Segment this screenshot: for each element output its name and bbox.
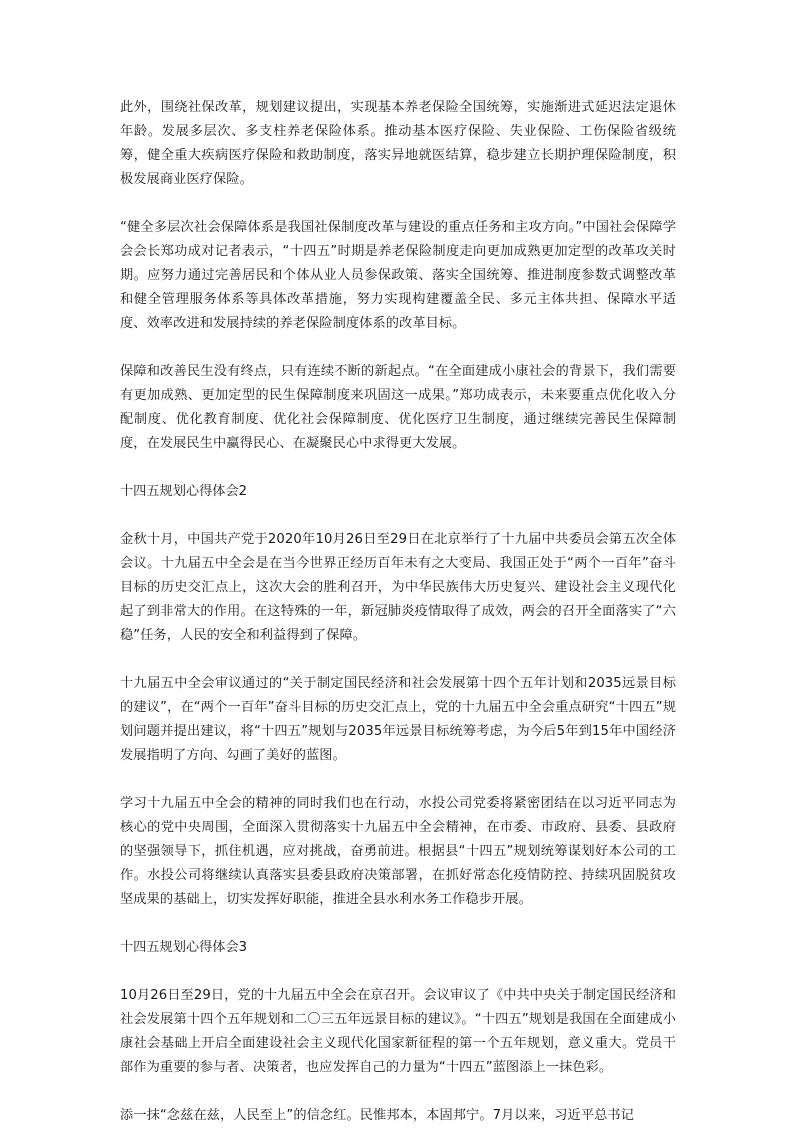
paragraph-zheng-gongcheng-quote: “健全多层次社会保障体系是我国社保制度改革与建设的重点任务和主攻方向。”中国社会保障学会会长郑功成对记者表示，“十四五”时期是养老保险制度走向更加成熟更加定型的改革攻关时期。应努力通过完善居民和个体从业人员参保政策、落实全国统筹、推进制度参数式调整改革和健全管理服务体系等具体改革措施，努力实现构建覆盖全民、多元主体共担、保障水平适度、效率改进和发展持续的养老保险制度体系的改革目标。 xyxy=(120,220,676,331)
section-heading-2: 十四五规划心得体会2 xyxy=(120,484,248,499)
paragraph-gap xyxy=(120,192,676,216)
paragraph-proposal-2035: 十九届五中全会审议通过的“关于制定国民经济和社会发展第十四个五年计划和2035远景目标的建议”，在“两个一百年”奋斗目标的历史交汇点上，党的十九届五中全会重点研究“十四五”规划问题并提出建议，将“十四五”规划与2035年远景目标统筹考虑，为今后5年到15年中国经济发展指明了方向、勾画了美好的蓝图。 xyxy=(120,676,676,763)
paragraph-gap xyxy=(120,768,676,792)
paragraph-fifth-plenary: 金秋十月，中国共产党于2020年10月26日至29日在北京举行了十九届中共委员会第五次全体会议。十九届五中全会是在当今世界正经历百年未有之大变局、我国正处于“两个一百年”奋斗目标的历史交汇点上，这次大会的胜利召开，为中华民族伟大历史复兴、建设社会主义现代化起了到非常大的作用。在这特殊的一年，新冠肺炎疫情取得了成效，两会的召开全面落实了“六稳”任务，人民的安全和利益得到了保障。 xyxy=(120,532,676,643)
paragraph-gap xyxy=(120,912,676,936)
paragraph-livelihood: 保障和改善民生没有终点，只有连续不断的新起点。“在全面建成小康社会的背景下，我们需要有更加成熟、更加定型的民生保障制度来巩固这一成果。”郑功成表示，未来要重点优化收入分配制度、优化教育制度、优化社会保障制度、优化医疗卫生制度，通过继续完善民生保障制度，在发展民生中赢得民心、在凝聚民心中求得更大发展。 xyxy=(120,364,676,451)
paragraph-october-meeting: 10月26日至29日，党的十九届五中全会在京召开。会议审议了《中共中央关于制定国民经济和社会发展第十四个五年规划和二〇三五年远景目标的建议》。“十四五”规划是我国在全面建成小康社会基础上开启全面建设社会主义现代化国家新征程的第一个五年规划，意义重大。党员干部作为重要的参与者、决策者，也应发挥自己的力量为“十四五”蓝图添上一抹色彩。 xyxy=(120,988,676,1075)
paragraph-gap xyxy=(120,960,676,984)
paragraph-gap xyxy=(120,456,676,480)
paragraph-gap xyxy=(120,1080,676,1104)
paragraph-gap xyxy=(120,504,676,528)
paragraph-gap xyxy=(120,648,676,672)
paragraph-social-security-reform: 此外，围绕社保改革，规划建议提出，实现基本养老保险全国统筹，实施渐进式延迟法定退休年龄。发展多层次、多支柱养老保险体系。推动基本医疗保险、失业保险、工伤保险省级统筹，健全重大疾病医疗保险和救助制度，落实异地就医结算，稳步建立长期护理保险制度，积极发展商业医疗保险。 xyxy=(120,100,676,187)
document-page xyxy=(120,96,676,1128)
paragraph-water-company: 学习十九届五中全会的精神的同时我们也在行动，水投公司党委将紧密团结在以习近平同志为核心的党中央周围，全面深入贯彻落实十九届五中全会精神，在市委、市政府、县委、县政府的坚强领导下，抓住机遇，应对挑战，奋勇前进。根据县“十四五”规划统筹谋划好本公司的工作。水投公司将继续认真落实县委县政府决策部署，在抓好常态化疫情防控、持续巩固脱贫攻坚成果的基础上，切实发挥好职能，推进全县水利水务工作稳步开展。 xyxy=(120,796,676,907)
paragraph-people-first: 添一抹“念兹在兹，人民至上”的信念红。民惟邦本，本固邦宁。7月以来，习近平总书记 xyxy=(120,1108,634,1123)
section-heading-3: 十四五规划心得体会3 xyxy=(120,940,248,955)
paragraph-gap xyxy=(120,336,676,360)
